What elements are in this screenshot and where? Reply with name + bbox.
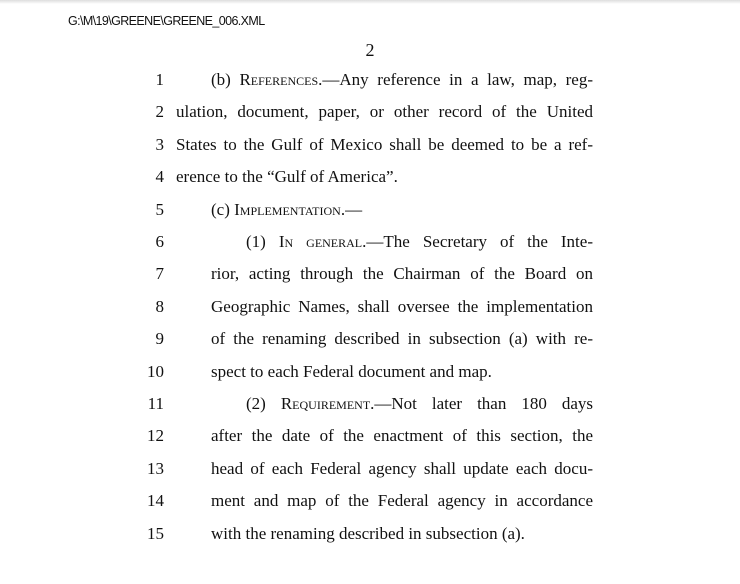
heading-text: Requirement (280, 394, 371, 413)
text-segment: .—Not later than 180 days (370, 394, 593, 413)
text-segment: rior, acting through the Chairman of the Board on (211, 264, 593, 284)
line-text (176, 101, 593, 123)
line-text (211, 328, 593, 350)
line-text (211, 490, 593, 512)
text-segment: (1) (246, 232, 279, 251)
line-number: 7 (155, 264, 164, 284)
file-path-header: G:\M\19\GREENE\GREENE_006.XML (68, 14, 265, 28)
text-segment: Geographic Names, shall oversee the implementation (211, 296, 593, 316)
line-number: 5 (155, 199, 164, 219)
text-segment: after the date of the enactment of this section, the (211, 426, 593, 446)
top-shadow (0, 0, 740, 4)
page-number: 2 (365, 40, 375, 60)
text-segment: spect to each Federal document and map. (211, 361, 492, 381)
text-segment: erence to the “Gulf of America”. (176, 167, 398, 187)
line-4 (0, 166, 740, 188)
line-9 (0, 328, 740, 350)
text-segment: head of each Federal agency shall update each docu- (211, 458, 593, 478)
line-number: 3 (155, 134, 164, 154)
line-text (211, 296, 593, 318)
line-text (211, 458, 593, 480)
text-segment: States to the Gulf of Mexico shall be deemed to be a ref- (176, 134, 593, 154)
text-segment: (2) (246, 394, 281, 413)
line-number: 11 (147, 394, 164, 413)
text-segment: of the renaming described in subsection (a) with re- (211, 329, 593, 349)
line-text (176, 166, 398, 188)
line-text (211, 361, 492, 383)
heading-text: In general (278, 232, 363, 251)
heading-text: References (239, 70, 319, 89)
text-segment: with the renaming described in subsection (a). (211, 523, 525, 543)
line-number: 6 (155, 232, 164, 251)
line-3 (0, 134, 740, 156)
line-text (176, 134, 593, 156)
line-2 (0, 101, 740, 123)
heading-text: Implementation (234, 199, 341, 219)
line-15 (0, 523, 740, 545)
text-segment: ment and map of the Federal agency in accordance (211, 491, 593, 511)
line-text (246, 231, 593, 253)
line-text (211, 69, 593, 91)
line-number: 8 (155, 296, 164, 316)
text-segment: ulation, document, paper, or other record of the United (176, 102, 593, 122)
line-number: 12 (147, 426, 164, 446)
line-5 (0, 199, 740, 221)
line-13 (0, 458, 740, 480)
line-11 (0, 393, 740, 415)
text-segment: (b) (211, 70, 240, 89)
line-8 (0, 296, 740, 318)
line-text (211, 199, 362, 221)
line-14 (0, 490, 740, 512)
line-number: 4 (155, 167, 164, 187)
line-number: 10 (147, 361, 164, 381)
line-12 (0, 425, 740, 447)
line-number: 1 (155, 70, 164, 89)
line-1 (0, 69, 740, 91)
line-number: 2 (155, 102, 164, 122)
line-10 (0, 361, 740, 383)
line-text (211, 523, 525, 545)
line-number: 15 (147, 523, 164, 543)
line-7 (0, 263, 740, 285)
line-text (246, 393, 593, 415)
line-6 (0, 231, 740, 253)
text-segment: .—Any reference in a law, map, reg- (318, 70, 593, 89)
text-segment: .—The Secretary of the Inte- (362, 232, 593, 251)
line-number: 13 (147, 458, 164, 478)
line-number: 14 (147, 491, 164, 511)
line-number: 9 (155, 329, 164, 349)
text-segment: (c) (211, 199, 235, 219)
text-segment: .— (340, 199, 363, 219)
line-text (211, 425, 593, 447)
line-text (211, 263, 593, 285)
